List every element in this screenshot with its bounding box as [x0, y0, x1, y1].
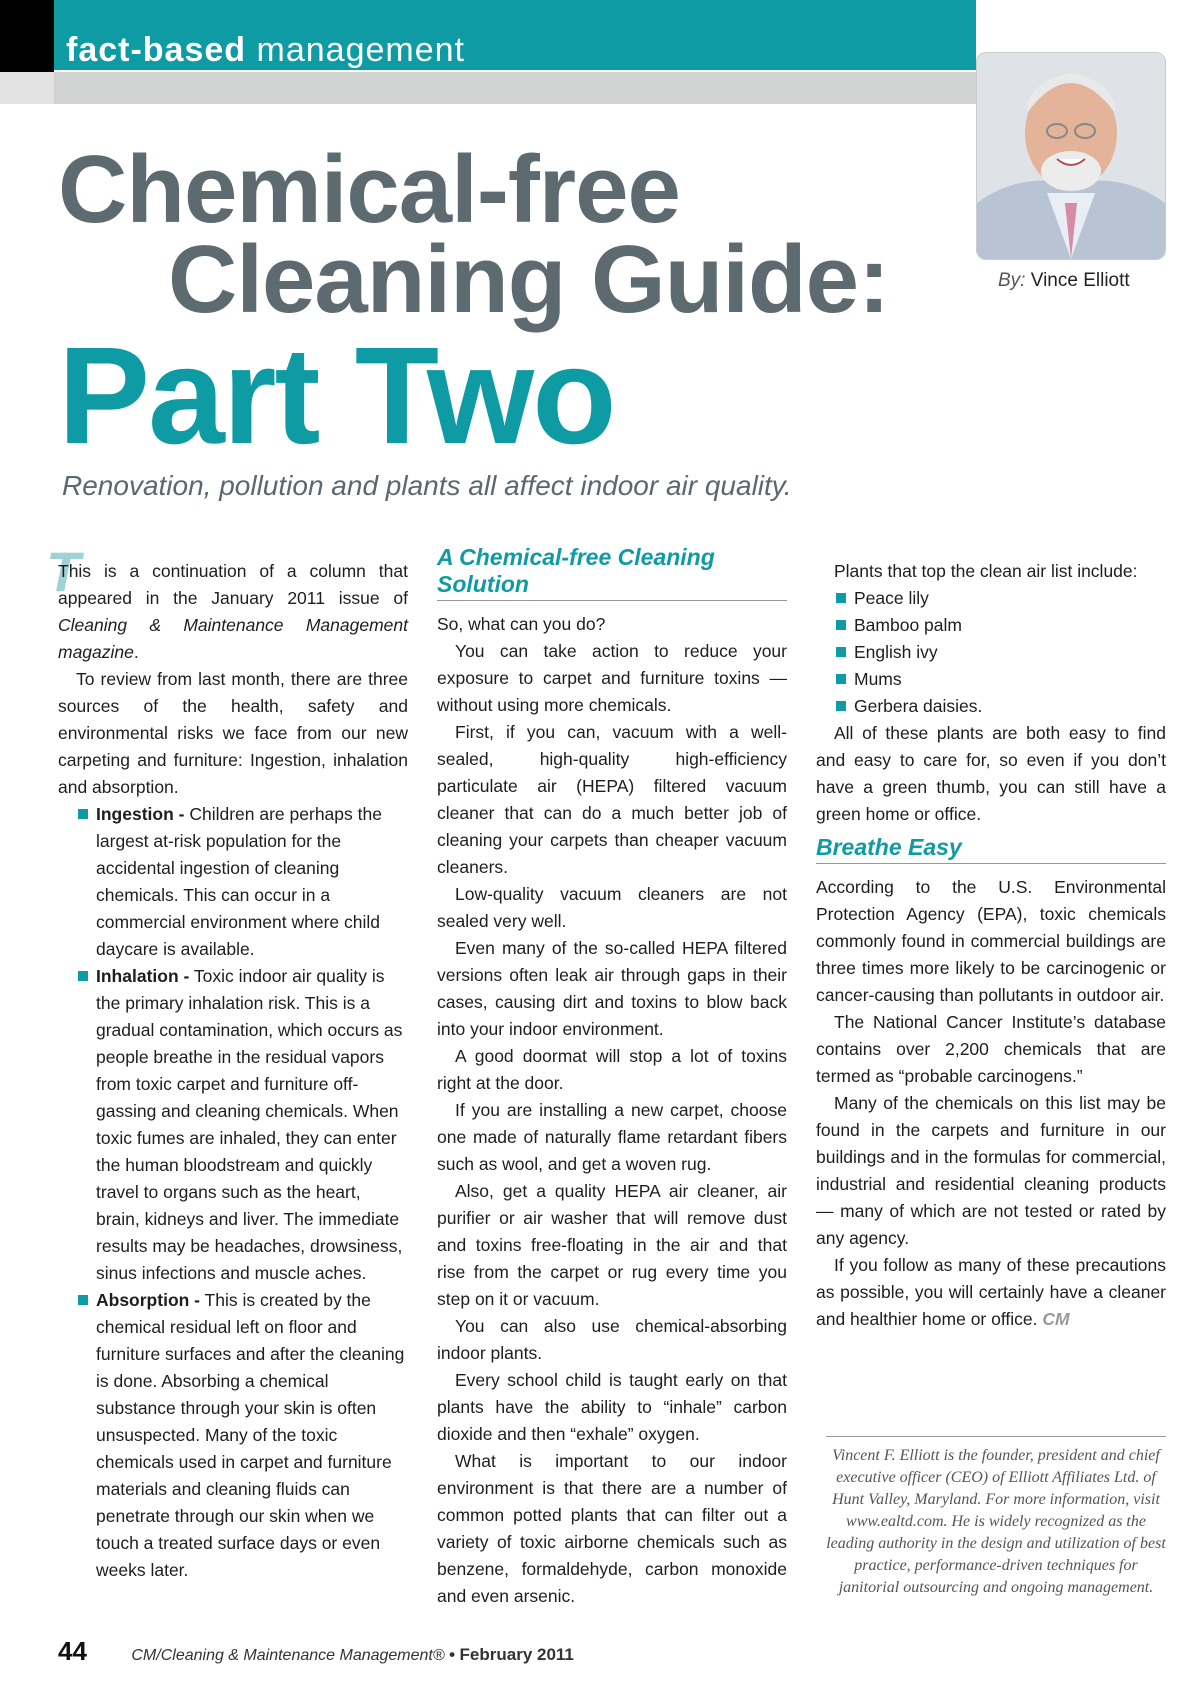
section-label-light: management: [256, 31, 465, 69]
risk-list: [58, 801, 408, 1584]
paragraph: Low-quality vacuum cleaners are not sealed very well.: [437, 884, 787, 931]
article-deck: Renovation, pollution and plants all affect indoor air quality.: [62, 470, 792, 501]
paragraph: Every school child is taught early on that plants have the ability to “inhale” carbon dioxide and then “exhale” oxygen.: [437, 1370, 787, 1444]
list-item: [836, 693, 1166, 720]
plant-list: [816, 585, 1166, 720]
list-item: [78, 1287, 408, 1584]
paragraph: So, what can you do?: [437, 614, 606, 634]
plant-name: Peace lily: [854, 588, 929, 608]
section-label: [66, 30, 465, 70]
section-label-bold: fact-based: [66, 31, 247, 69]
title-line-1: Chemical-free: [58, 136, 680, 243]
list-item: [78, 801, 408, 963]
paragraph: All of these plants are both easy to find and easy to care for, so even if you don’t have a green thumb, you can still have a green home or office.: [816, 723, 1166, 824]
paragraph: Even many of the so-called HEPA filtered versions often leak air through gaps in their cases, causing dirt and toxins to blow back into your indoor environment.: [437, 938, 787, 1039]
grey-bar-left: [0, 72, 54, 104]
review-paragraph: To review from last month, there are three sources of the health, safety and environmental risks we face from our new carpeting and furniture: Ingestion, inhalation and absorption.: [58, 669, 408, 797]
issue-date: February 2011: [459, 1645, 574, 1664]
paragraph: If you are installing a new carpet, choose one made of naturally flame retardant fibers such as wool, and get a woven rug.: [437, 1100, 787, 1174]
closing-paragraph: [816, 1252, 1166, 1333]
bullet-square-icon: [78, 971, 88, 981]
author-portrait-image: [977, 53, 1165, 259]
footer-separator: •: [449, 1645, 456, 1664]
paragraph: According to the U.S. Environmental Protection Agency (EPA), toxic chemicals commonly found in commercial buildings are three times more likely to be carcinogenic or cancer-causing than pollutants in outdoor air.: [816, 877, 1166, 1005]
bullet-text: Toxic indoor air quality is the primary inhalation risk. This is a gradual contamination, which occurs as people breathe in the residual vapors from toxic carpet and furniture off-gassing and cleaning chemicals. When toxic fumes are inhaled, they can enter the human bloodstream and quickly travel to organs such as the heart, brain, kidneys and liver. The immediate results may be headaches, drowsiness, sinus infections and muscle aches.: [96, 966, 403, 1283]
intro-end: .: [133, 642, 139, 662]
bullet-text: This is created by the chemical residual left on floor and furniture surfaces and after the cleaning is done. Absorbing a chemical substance through your skin is often unsuspected. Many of the toxic chemicals used in carpet and furniture materials and cleaning fluids can penetrate through our skin when we touch a treated surface days or even weeks later.: [96, 1290, 405, 1580]
byline-label: By:: [998, 270, 1026, 291]
bullet-square-icon: [78, 1295, 88, 1305]
byline-author: Vince Elliott: [1030, 270, 1130, 291]
closing-text: If you follow as many of these precautions as possible, you will certainly have a cleaner and healthier home or office.: [816, 1255, 1166, 1329]
bullet-square-icon: [836, 593, 846, 603]
title-line-2: Cleaning Guide:: [168, 226, 890, 333]
plant-name: Mums: [854, 669, 902, 689]
title-line-3: Part Two: [58, 319, 615, 473]
page-footer: [58, 1636, 574, 1667]
plants-intro: Plants that top the clean air list include:: [834, 561, 1138, 581]
column-1: [46, 540, 408, 1584]
publication-name: CM/Cleaning & Maintenance Management®: [131, 1647, 445, 1664]
bullet-square-icon: [836, 620, 846, 630]
list-item: [836, 585, 1166, 612]
plant-name: Gerbera daisies.: [854, 696, 983, 716]
bullet-term: Inhalation -: [96, 966, 190, 986]
grey-bar: [54, 72, 976, 104]
bullet-square-icon: [78, 809, 88, 819]
plant-name: Bamboo palm: [854, 615, 962, 635]
paragraph: Many of the chemicals on this list may be found in the carpets and furniture in our buildings and in the formulas for commercial, industrial and residential cleaning products — many of which are not tested or rated by any agency.: [816, 1093, 1166, 1248]
column-3: [816, 558, 1166, 1333]
corner-block: [0, 0, 54, 72]
list-item: [836, 612, 1166, 639]
paragraph: The National Cancer Institute’s database contains over 2,200 chemicals that are termed as “probable carcinogens.”: [816, 1012, 1166, 1086]
byline: [998, 270, 1130, 292]
author-photo: [976, 52, 1166, 260]
paragraph: First, if you can, vacuum with a well-sealed, high-quality high-efficiency particulate air (HEPA) filtered vacuum cleaner that can do a much better job of cleaning your carpets than cheaper vacuum cleaners.: [437, 722, 787, 877]
list-item: [836, 666, 1166, 693]
bullet-text: Children are perhaps the largest at-risk population for the accidental ingestion of cleaning chemicals. This can occur in a commercial environment where child daycare is available.: [96, 804, 382, 959]
bullet-term: Absorption -: [96, 1290, 201, 1310]
column-2: [437, 544, 787, 1610]
plant-name: English ivy: [854, 642, 938, 662]
bullet-square-icon: [836, 647, 846, 657]
intro-paragraph: [58, 558, 408, 666]
paragraph: A good doormat will stop a lot of toxins right at the door.: [437, 1046, 787, 1093]
paragraph: You can take action to reduce your exposure to carpet and furniture toxins — without using more chemicals.: [437, 641, 787, 715]
intro-text: This is a continuation of a column that appeared in the January 2011 issue of: [58, 561, 408, 608]
paragraph: You can also use chemical-absorbing indoor plants.: [437, 1316, 787, 1363]
list-item: [836, 639, 1166, 666]
author-bio: Vincent F. Elliott is the founder, president and chief executive officer (CEO) of Elliott Affiliates Ltd. of Hunt Valley, Maryland. For more information, visit www.ealtd.com. He is widely recognized as the leading authority in the design and utilization of best practice, performance-driven techniques for janitorial outsourcing and ongoing management.: [826, 1436, 1166, 1599]
bullet-term: Ingestion -: [96, 804, 185, 824]
paragraph: Also, get a quality HEPA air cleaner, air purifier or air washer that will remove dust and toxins free-floating in the air and that rise from the carpet or rug every time you step on it or vacuum.: [437, 1181, 787, 1309]
page-number: 44: [58, 1636, 87, 1666]
bullet-square-icon: [836, 701, 846, 711]
end-mark: CM: [1042, 1309, 1070, 1329]
drop-cap: T: [46, 540, 81, 603]
list-item: [78, 963, 408, 1287]
subheading-solution: A Chemical-free Cleaning Solution: [437, 544, 787, 601]
bullet-square-icon: [836, 674, 846, 684]
magazine-name: Cleaning & Maintenance Management magazine: [58, 615, 408, 662]
subheading-breathe-easy: Breathe Easy: [816, 834, 1166, 864]
paragraph: What is important to our indoor environment is that there are a number of common potted plants that can filter out a variety of toxic airborne chemicals such as benzene, formaldehyde, carbon monoxide and even arsenic.: [437, 1451, 787, 1606]
